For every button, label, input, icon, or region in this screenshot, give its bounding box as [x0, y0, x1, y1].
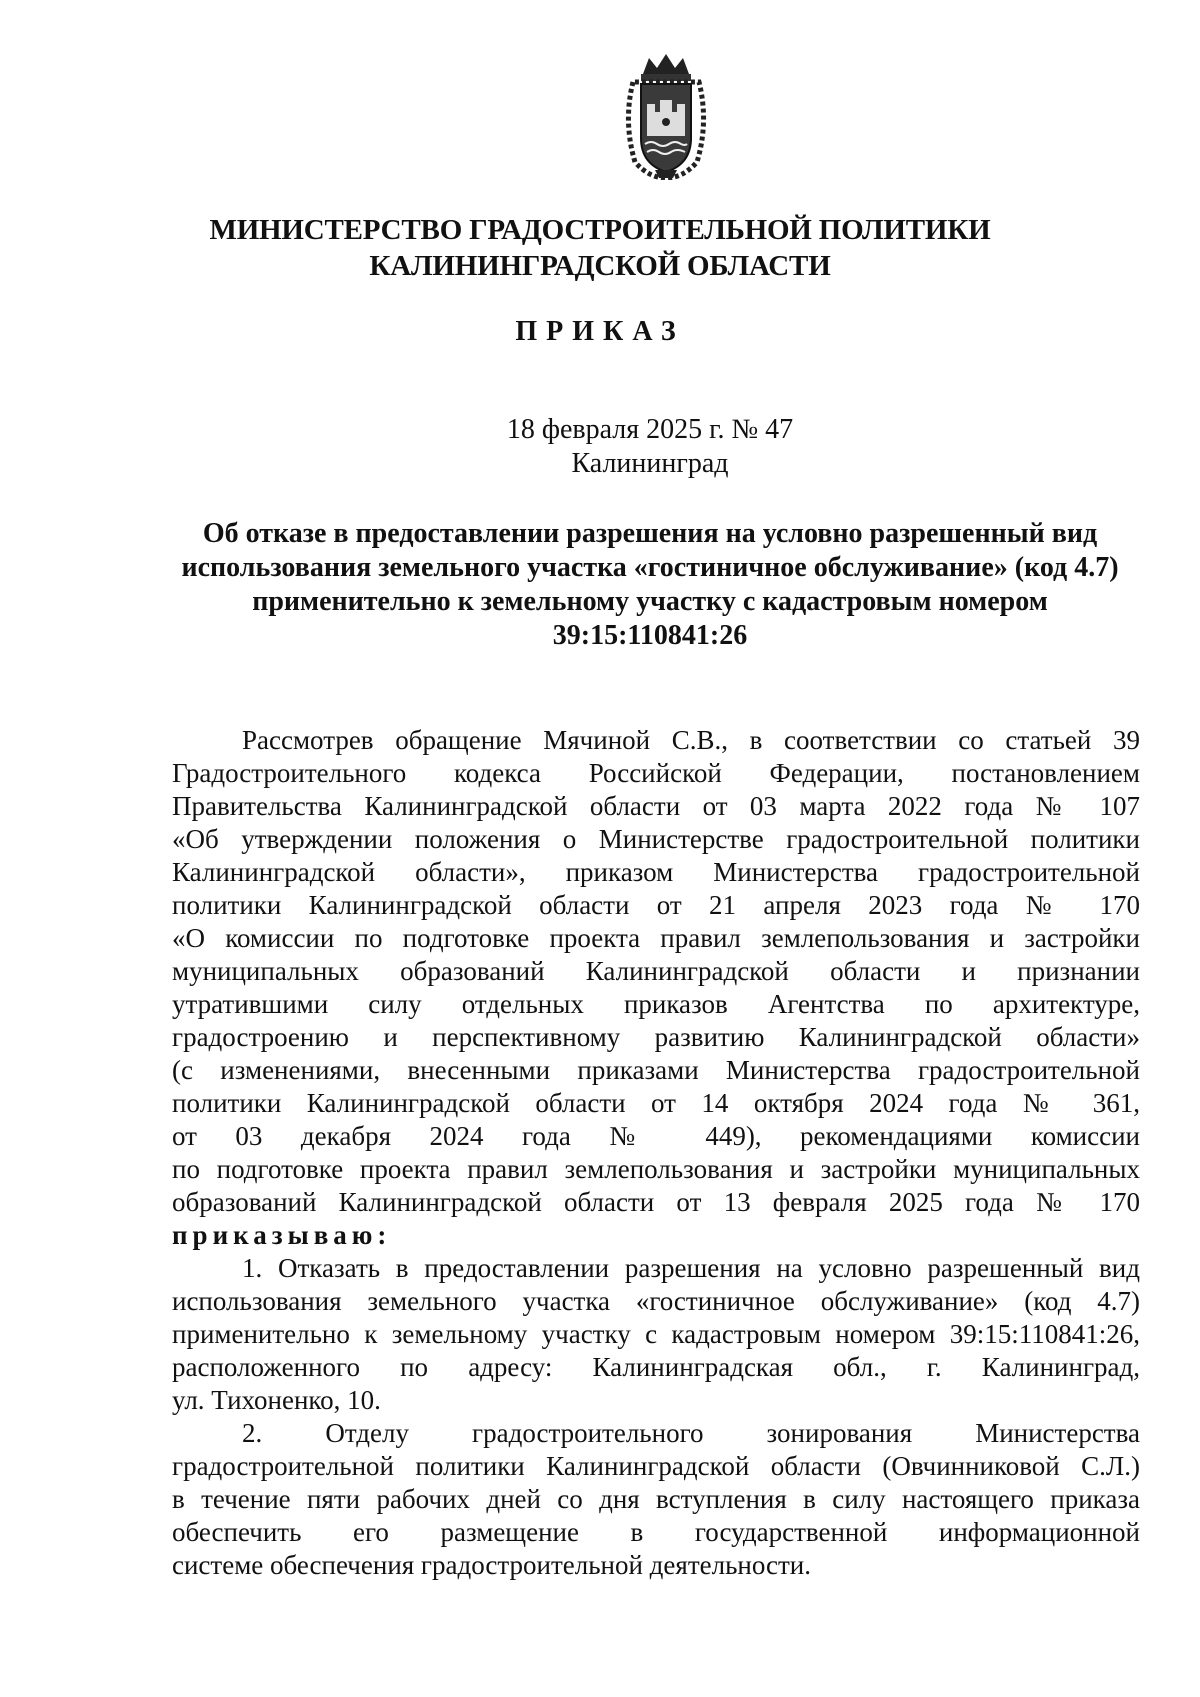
- body-line: «Об утверждении положения о Министерстве градостроительной политики: [172, 824, 1140, 854]
- body-line: обеспечить его размещение в государственной информационной: [172, 1517, 1140, 1547]
- cadastral-number: 39:15:110841:26: [552, 620, 748, 651]
- body-line: использования земельного участка «гостиничное обслуживание» (код 4.7): [172, 1286, 1140, 1316]
- kaliningrad-coat-of-arms-icon: [621, 52, 711, 180]
- ministry-line-1: МИНИСТЕРСТВО ГРАДОСТРОИТЕЛЬНОЙ ПОЛИТИКИ: [209, 214, 991, 246]
- body-line: системе обеспечения градостроительной деятельности.: [172, 1550, 811, 1580]
- body-line: образований Калининградской области от 13 февраля 2025 года № 170: [172, 1187, 1140, 1217]
- body-line: расположенного по адресу: Калининградская обл., г. Калининград,: [172, 1352, 1140, 1382]
- body-line: 2. Отделу градостроительного зонирования Министерства: [242, 1418, 1140, 1448]
- body-line: градостроению и перспективному развитию Калининградской области»: [172, 1022, 1140, 1052]
- subject-line: использования земельного участка «гостиничное обслуживание» (код 4.7): [181, 552, 1119, 583]
- body-line: по подготовке проекта правил землепользования и застройки муниципальных: [172, 1154, 1140, 1184]
- body-line: политики Калининградской области от 21 апреля 2023 года № 170: [172, 890, 1140, 920]
- order-item-1: [172, 1252, 1140, 1417]
- document-type: ПРИКАЗ: [515, 316, 685, 347]
- body-line: Правительства Калининградской области от 03 марта 2022 года № 107: [172, 791, 1140, 821]
- body-line: муниципальных образований Калининградской области и признании: [172, 956, 1140, 986]
- body-line: Рассмотрев обращение Мячиной С.В., в соответствии со статьей 39: [242, 725, 1140, 755]
- document-subject: [160, 517, 1140, 653]
- body-line: применительно к земельному участку с кадастровым номером 39:15:110841:26,: [172, 1319, 1140, 1349]
- document-body: [172, 724, 1140, 1582]
- body-line: политики Калининградской области от 14 октября 2024 года № 361,: [172, 1088, 1140, 1118]
- body-line: в течение пяти рабочих дней со дня вступления в силу настоящего приказа: [172, 1484, 1140, 1514]
- ministry-line-2: КАЛИНИНГРАДСКОЙ ОБЛАСТИ: [369, 250, 831, 282]
- city: Калининград: [571, 448, 729, 479]
- preamble-paragraph: [172, 724, 1140, 1252]
- subject-line: применительно к земельному участку с кадастровым номером: [252, 586, 1048, 617]
- body-line: от 03 декабря 2024 года № 449), рекомендациями комиссии: [172, 1121, 1140, 1151]
- body-line: утратившими силу отдельных приказов Агентства по архитектуре,: [172, 989, 1140, 1019]
- subject-line: Об отказе в предоставлении разрешения на условно разрешенный вид: [202, 518, 1098, 549]
- date-block: [470, 413, 830, 481]
- body-line: градостроительной политики Калининградской области (Овчинниковой С.Л.): [172, 1451, 1140, 1481]
- orders-word: приказываю:: [172, 1220, 392, 1250]
- body-line: 1. Отказать в предоставлении разрешения на условно разрешенный вид: [242, 1253, 1140, 1283]
- order-item-2: [172, 1417, 1140, 1582]
- date-number: 18 февраля 2025 г. № 47: [506, 414, 794, 445]
- body-line: ул. Тихоненко, 10.: [172, 1385, 381, 1415]
- body-line: Градостроительного кодекса Российской Федерации, постановлением: [172, 758, 1140, 788]
- body-line: (с изменениями, внесенными приказами Министерства градостроительной: [172, 1055, 1140, 1085]
- body-line: Калининградской области», приказом Министерства градостроительной: [172, 857, 1140, 887]
- ministry-name: [0, 212, 1200, 284]
- body-line: «О комиссии по подготовке проекта правил землепользования и застройки: [172, 923, 1140, 953]
